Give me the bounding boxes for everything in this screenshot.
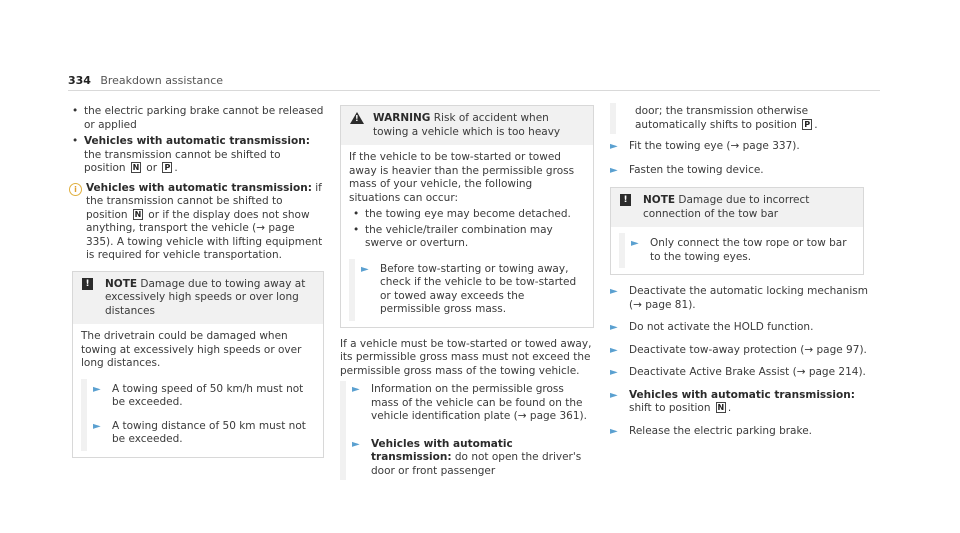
info-icon: i <box>69 183 82 196</box>
step-release-brake: ► Release the electric parking brake. <box>610 424 812 437</box>
position-n-icon: N <box>132 163 140 172</box>
arrow-icon: ► <box>610 286 618 297</box>
warning-title: Risk of accident when towing a vehicle which is too heavy <box>373 112 561 138</box>
warning-icon: ! <box>350 112 364 124</box>
arrow-icon: ► <box>352 438 360 450</box>
page-reference-link[interactable]: page 335 <box>86 222 295 248</box>
bullet-parking-brake: • the electric parking brake cannot be released or applied <box>72 105 324 132</box>
position-p-icon: P <box>162 162 172 173</box>
arrow-icon: ► <box>93 420 101 432</box>
note-label: NOTE <box>643 194 676 206</box>
warning-bullet: • the vehicle/trailer combination may swerve or overturn. <box>353 224 585 251</box>
arrow-icon: ► <box>610 322 618 333</box>
arrow-icon: ► <box>610 141 618 152</box>
page-title: Breakdown assistance <box>100 74 224 87</box>
page-reference-link[interactable]: page 97 <box>816 343 860 356</box>
arrow-icon: ► <box>610 344 618 356</box>
arrow-icon: ► <box>631 238 639 249</box>
note-steps <box>619 233 855 268</box>
arrow-icon: ► <box>610 164 618 176</box>
paragraph-gross-mass: If a vehicle must be tow-started or towed away, its permissible gross mass must not exceed the permissible gross mass of the towing vehicle. <box>340 337 592 377</box>
step-active-brake-assist: ► Deactivate Active Brake Assist (→ page 214). <box>610 366 866 378</box>
bullet-automatic-transmission: • Vehicles with automatic transmission: the transmission cannot be shifted to position N or P . <box>72 135 324 176</box>
warning-label: WARNING <box>373 112 431 124</box>
arrow-icon: ► <box>93 383 101 395</box>
note-header <box>611 188 863 227</box>
arrow-icon: ► <box>610 367 618 378</box>
step-check-mass: ► Before tow-starting or towing away, check if the vehicle to be tow-started or towed away exceeds the permissible gross mass. <box>361 262 577 315</box>
warning-header <box>341 106 593 145</box>
note-box-towing-speed <box>72 271 324 458</box>
note-header <box>73 272 323 325</box>
arrow-icon: ► <box>610 425 618 437</box>
note-title: Damage due to towing away at excessively high speeds or over long distances <box>105 277 306 317</box>
step-towing-speed: ► A towing speed of 50 km/h must not be exceeded. <box>93 382 304 408</box>
column-2 <box>340 105 598 480</box>
arrow-icon: ► <box>610 389 618 401</box>
note-label: NOTE <box>105 277 138 290</box>
exclamation-icon: ! <box>620 194 631 206</box>
step-do-not-open-door: ► Vehicles with automatic transmission: do not open the driver's door or front passenger <box>352 437 582 477</box>
exclamation-icon: ! <box>82 278 93 290</box>
arrow-icon: ► <box>352 384 360 395</box>
note-steps <box>81 379 315 451</box>
note-body: The drivetrain could be damaged when towing at excessively high speeds or over long distances. ► A towing speed of 50 km/h must not be exceeded. ► A towing distance of 50 km must not be exceeded. <box>73 324 323 457</box>
steps-col2 <box>340 381 596 480</box>
warning-box <box>340 105 594 328</box>
step-hold-function: ► Do not activate the HOLD function. <box>610 321 814 333</box>
warning-bullet: • the towing eye may become detached. <box>353 208 585 222</box>
info-block: i Vehicles with automatic transmission: if the transmission cannot be shifted to position N or if the display does not show anything, transport the vehicle (→ page 335). A towing vehicle with lifting equipment is required for vehicle transportation. <box>72 182 324 263</box>
column-1 <box>72 105 324 458</box>
step-fit-towing-eye: ► Fit the towing eye (→ page 337). <box>610 140 800 152</box>
step-fasten-device: ► Fasten the towing device. <box>610 163 764 176</box>
step-shift-to-neutral: ► Vehicles with automatic transmission: shift to position N . <box>610 388 855 414</box>
step-identification-plate: ► Information on the permissible gross mass of the vehicle can be found on the vehicle identification plate (→ page 361). <box>352 383 587 422</box>
step-connect-tow-rope: ► Only connect the tow rope or tow bar to the towing eyes. <box>631 237 847 263</box>
page-number: 334 <box>68 74 91 87</box>
note-box-tow-bar <box>610 187 864 275</box>
page-reference-link[interactable]: page 337 <box>742 140 793 152</box>
info-key: Vehicles with automatic transmission: <box>86 181 312 194</box>
step-towing-distance: ► A towing distance of 50 km must not be exceeded. <box>93 419 306 445</box>
warning-steps <box>349 259 585 321</box>
position-n-icon: N <box>717 403 725 412</box>
warning-body: If the vehicle to be tow-started or towed away is heavier than the permissible gross mass of your vehicle, the following situations can occur: • the towing eye may become detached. • the vehicle/trailer combination may swerve or overturn. ► Before tow-starting or towing away, check if the vehicle to be tow-started or towed away exceeds the permissible gross mass. <box>341 145 593 327</box>
position-n-icon: N <box>134 209 142 219</box>
arrow-icon: ► <box>361 263 369 275</box>
step-deactivate-locking: ► Deactivate the automatic locking mechanism (→ page 81). <box>610 285 868 311</box>
column-3 <box>610 103 872 438</box>
note-body <box>611 227 863 274</box>
continued-step: door; the transmission otherwise automatically shifts to position P . <box>610 103 872 134</box>
page-reference-link[interactable]: page 361 <box>529 410 580 422</box>
header-rule <box>68 90 880 91</box>
step-tow-away-protection: ► Deactivate tow-away protection (→ page 97). <box>610 343 867 356</box>
note-title: Damage due to incorrect connection of the tow bar <box>643 194 810 220</box>
position-p-icon: P <box>802 119 812 130</box>
page-reference-link[interactable]: page 214 <box>808 366 859 378</box>
page-reference-link[interactable]: page 81 <box>645 298 689 311</box>
bullet-key: Vehicles with automatic transmission: <box>84 135 310 147</box>
page-header <box>68 74 223 89</box>
